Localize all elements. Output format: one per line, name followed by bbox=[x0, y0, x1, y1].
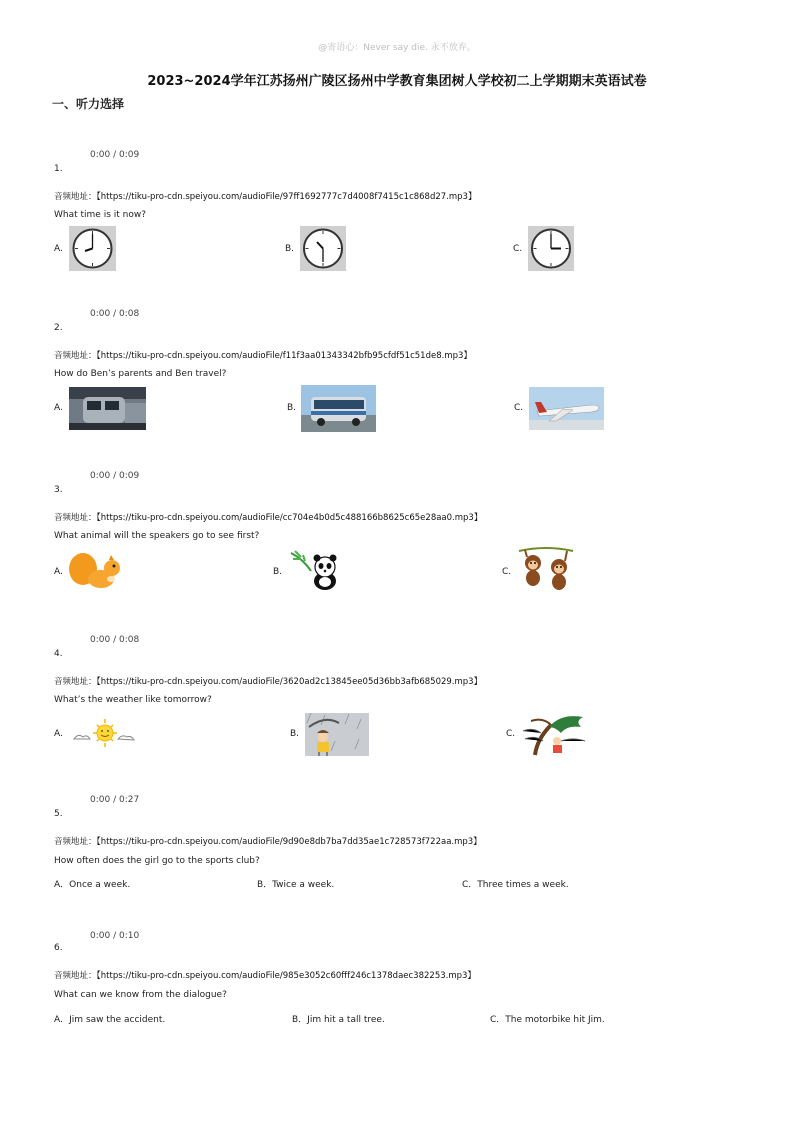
question-number: 3. bbox=[54, 485, 63, 495]
audio-url: 音频地址：【https://tiku-pro-cdn.speiyou.com/audioFile/97ff1692777c7d4008f7415c1c868d27.mp3】 bbox=[54, 192, 477, 202]
option-a[interactable]: A．Jim saw the accident. bbox=[54, 1015, 166, 1025]
option-b[interactable]: B．Twice a week. bbox=[257, 880, 335, 890]
option-a-label[interactable]: A. bbox=[54, 729, 63, 739]
airplane-photo[interactable] bbox=[529, 387, 604, 430]
option-c-label[interactable]: C. bbox=[506, 729, 516, 739]
option-c[interactable]: C．The motorbike hit Jim. bbox=[490, 1015, 605, 1025]
option-c-label[interactable]: C. bbox=[514, 403, 524, 413]
clock-icon[interactable] bbox=[300, 226, 346, 271]
windy-icon[interactable] bbox=[521, 711, 588, 756]
squirrel-icon[interactable] bbox=[67, 551, 122, 591]
section-heading: 一、听力选择 bbox=[52, 97, 125, 111]
option-a-label[interactable]: A. bbox=[54, 244, 63, 254]
audio-player-time[interactable]: 0:00 / 0:09 bbox=[90, 150, 140, 160]
clock-icon[interactable] bbox=[528, 226, 574, 271]
audio-url: 音频地址：【https://tiku-pro-cdn.speiyou.com/audioFile/9d90e8db7ba7dd35ae1c728573f722aa.mp3】 bbox=[54, 837, 482, 847]
question-stem: What’s the weather like tomorrow? bbox=[54, 695, 212, 705]
question-stem: How do Ben’s parents and Ben travel? bbox=[54, 369, 227, 379]
option-b[interactable]: B．Jim hit a tall tree. bbox=[292, 1015, 385, 1025]
question-stem: What time is it now? bbox=[54, 210, 146, 220]
coach-bus-photo[interactable] bbox=[301, 385, 376, 432]
audio-player-time[interactable]: 0:00 / 0:10 bbox=[90, 931, 140, 941]
question-stem: What can we know from the dialogue? bbox=[54, 990, 227, 1000]
option-b-label[interactable]: B. bbox=[287, 403, 297, 413]
option-a-label[interactable]: A. bbox=[54, 567, 63, 577]
option-a-label[interactable]: A. bbox=[54, 403, 63, 413]
audio-url: 音频地址：【https://tiku-pro-cdn.speiyou.com/audioFile/cc704e4b0d5c488166b8625c65e28aa0.mp3】 bbox=[54, 513, 483, 523]
option-a[interactable]: A．Once a week. bbox=[54, 880, 131, 890]
audio-player-time[interactable]: 0:00 / 0:08 bbox=[90, 309, 140, 319]
clock-icon[interactable] bbox=[69, 226, 116, 271]
rainy-icon[interactable] bbox=[305, 713, 369, 756]
subway-train-photo[interactable] bbox=[69, 387, 146, 430]
question-stem: How often does the girl go to the sports club? bbox=[54, 856, 260, 866]
option-b-label[interactable]: B. bbox=[273, 567, 283, 577]
audio-player-time[interactable]: 0:00 / 0:09 bbox=[90, 471, 140, 481]
audio-url: 音频地址：【https://tiku-pro-cdn.speiyou.com/audioFile/3620ad2c13845ee05d36bb3afb685029.mp3】 bbox=[54, 677, 483, 687]
audio-url: 音频地址：【https://tiku-pro-cdn.speiyou.com/audioFile/f11f3aa01343342bfb95cfdf51c51de8.mp3】 bbox=[54, 351, 472, 361]
option-b-label[interactable]: B. bbox=[285, 244, 295, 254]
audio-player-time[interactable]: 0:00 / 0:08 bbox=[90, 635, 140, 645]
audio-url: 音频地址：【https://tiku-pro-cdn.speiyou.com/audioFile/985e3052c60fff246c1378daec382253.mp3】 bbox=[54, 971, 476, 981]
question-number: 1. bbox=[54, 164, 63, 174]
option-c-label[interactable]: C. bbox=[502, 567, 512, 577]
question-stem: What animal will the speakers go to see first? bbox=[54, 531, 260, 541]
monkeys-icon[interactable] bbox=[517, 547, 575, 593]
page-title: 2023~2024学年江苏扬州广陵区扬州中学教育集团树人学校初二上学期期末英语试卷 bbox=[147, 74, 647, 89]
audio-player-time[interactable]: 0:00 / 0:27 bbox=[90, 795, 140, 805]
question-number: 2. bbox=[54, 323, 63, 333]
question-number: 4. bbox=[54, 649, 63, 659]
option-c-label[interactable]: C. bbox=[513, 244, 523, 254]
sunny-icon[interactable] bbox=[72, 717, 136, 749]
option-b-label[interactable]: B. bbox=[290, 729, 300, 739]
question-number: 6. bbox=[54, 943, 63, 953]
option-c[interactable]: C．Three times a week. bbox=[462, 880, 569, 890]
panda-icon[interactable] bbox=[289, 549, 343, 591]
question-number: 5. bbox=[54, 809, 63, 819]
watermark: @寄语心：Never say die. 永不放弃。 bbox=[318, 43, 476, 53]
